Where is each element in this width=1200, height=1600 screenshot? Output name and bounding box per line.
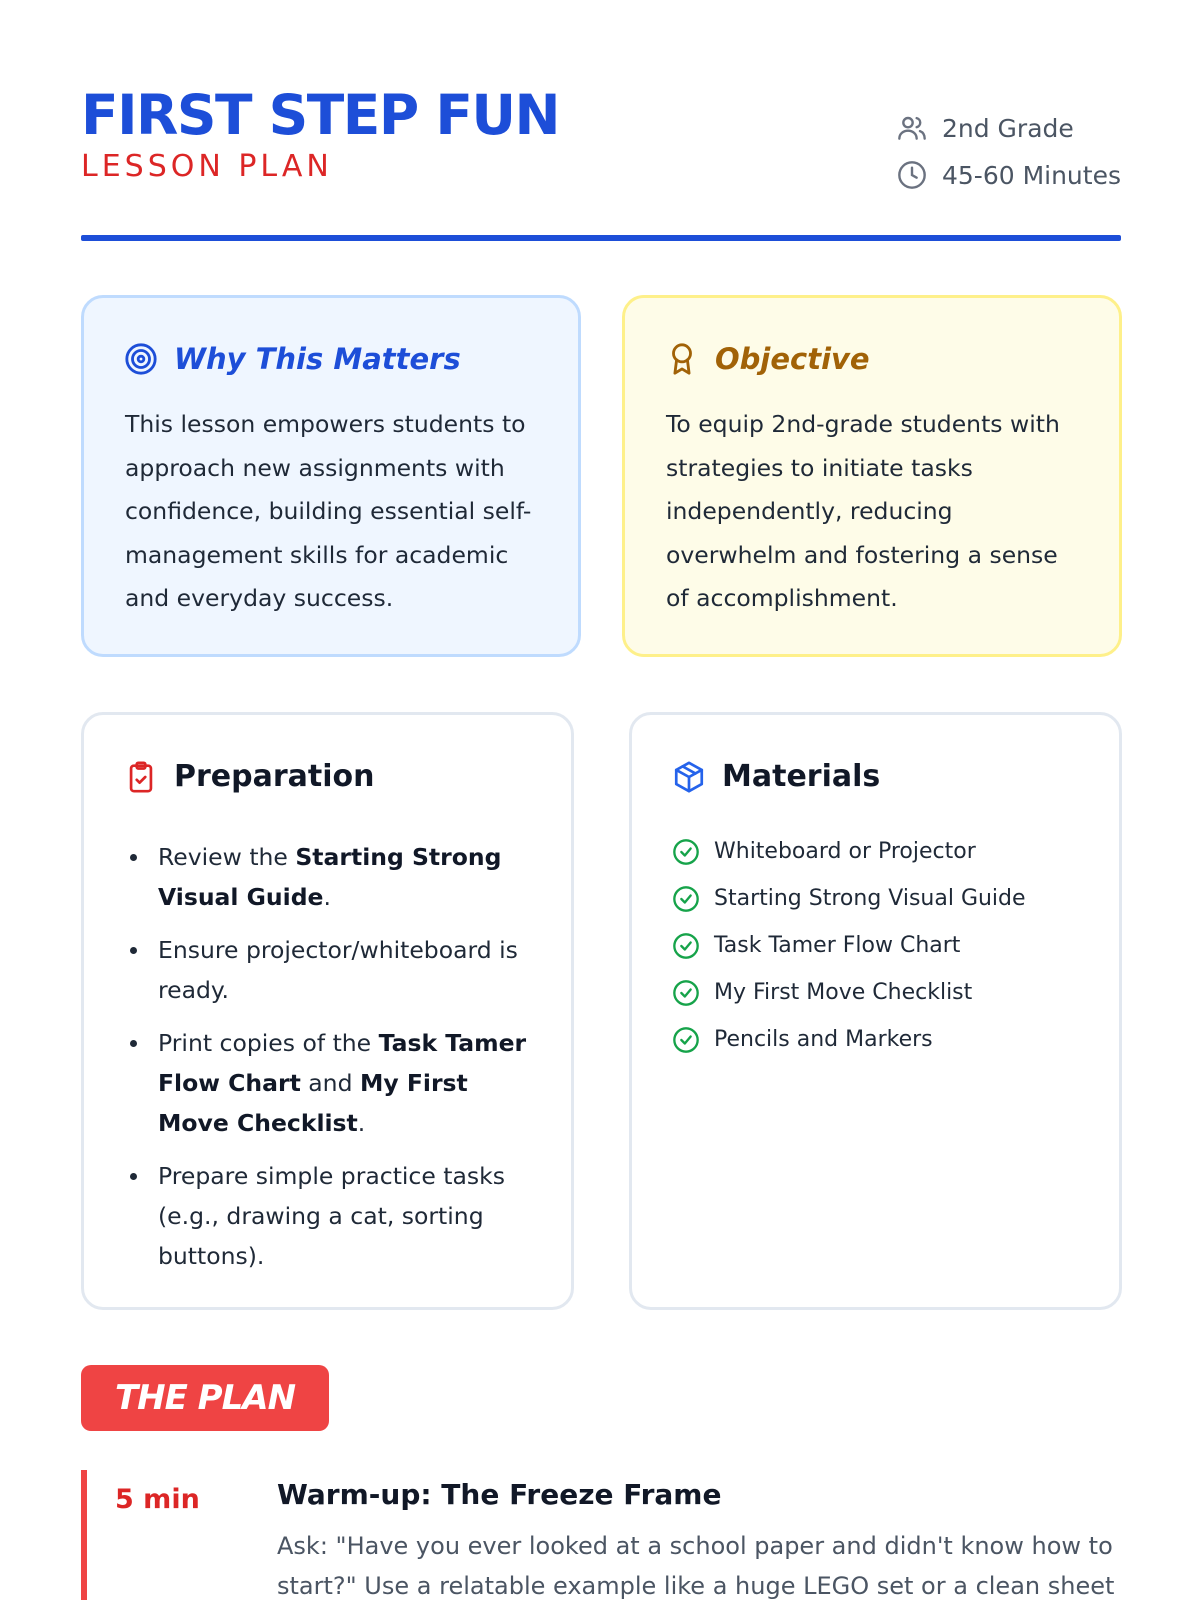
clock-icon [896,159,928,191]
preparation-card [81,712,574,1310]
step-title: Warm-up: The Freeze Frame [277,1478,722,1511]
why-this-matters-card [81,295,581,657]
package-icon [672,760,706,794]
preparation-heading: Preparation [174,759,375,794]
duration-label: 45-60 Minutes [941,160,1121,190]
objective-heading-row [665,342,870,376]
preparation-heading-row [124,759,374,794]
check-circle-icon [672,932,700,960]
materials-list [672,828,1026,1063]
materials-heading: Materials [722,759,881,794]
lesson-subtitle: LESSON PLAN [81,149,333,184]
materials-heading-row [672,759,880,794]
list-item: Review the Starting Strong Visual Guide. [134,837,534,917]
lesson-header [81,84,1121,244]
list-item: Prepare simple practice tasks (e.g., drawing a cat, sorting buttons). [134,1156,534,1276]
why-heading-row [124,342,461,376]
list-item: Task Tamer Flow Chart [672,922,1026,969]
check-circle-icon [672,979,700,1007]
duration-row [896,157,1121,193]
check-circle-icon [672,838,700,866]
target-icon [124,342,158,376]
objective-card [622,295,1122,657]
list-item: My First Move Checklist [672,969,1026,1016]
award-icon [665,342,699,376]
the-plan-label: THE PLAN [114,1378,296,1418]
list-item: Pencils and Markers [672,1016,1026,1063]
grade-row [896,110,1121,146]
step-description: Ask: "Have you ever looked at a school paper and didn't know how to start?" Use a relatable example like a huge LEGO set or a clean sheet [277,1532,1115,1600]
list-item: Print copies of the Task Tamer Flow Chart and My First Move Checklist. [134,1023,534,1143]
objective-body: To equip 2nd-grade students with strategies to initiate tasks independently, reducing overwhelm and fostering a sense of accomplishment. [666,410,1060,612]
users-icon [896,112,928,144]
header-divider [81,235,1121,241]
step-time: 5 min [115,1484,200,1515]
grade-label: 2nd Grade [941,113,1074,143]
lesson-meta [896,110,1121,204]
check-circle-icon [672,885,700,913]
materials-card [629,712,1122,1310]
the-plan-badge [81,1365,329,1431]
list-item: Starting Strong Visual Guide [672,875,1026,922]
list-item: Ensure projector/whiteboard is ready. [134,930,534,1010]
clipboard-check-icon [124,760,158,794]
list-item: Whiteboard or Projector [672,828,1026,875]
why-body: This lesson empowers students to approach new assignments with confidence, building essential self-management skills for academic and everyday success. [125,410,532,612]
plan-step [81,1470,1121,1600]
preparation-list [134,837,534,1289]
objective-heading: Objective [715,342,870,376]
lesson-title: FIRST STEP FUN [81,83,560,147]
check-circle-icon [672,1026,700,1054]
why-heading: Why This Matters [174,342,461,376]
